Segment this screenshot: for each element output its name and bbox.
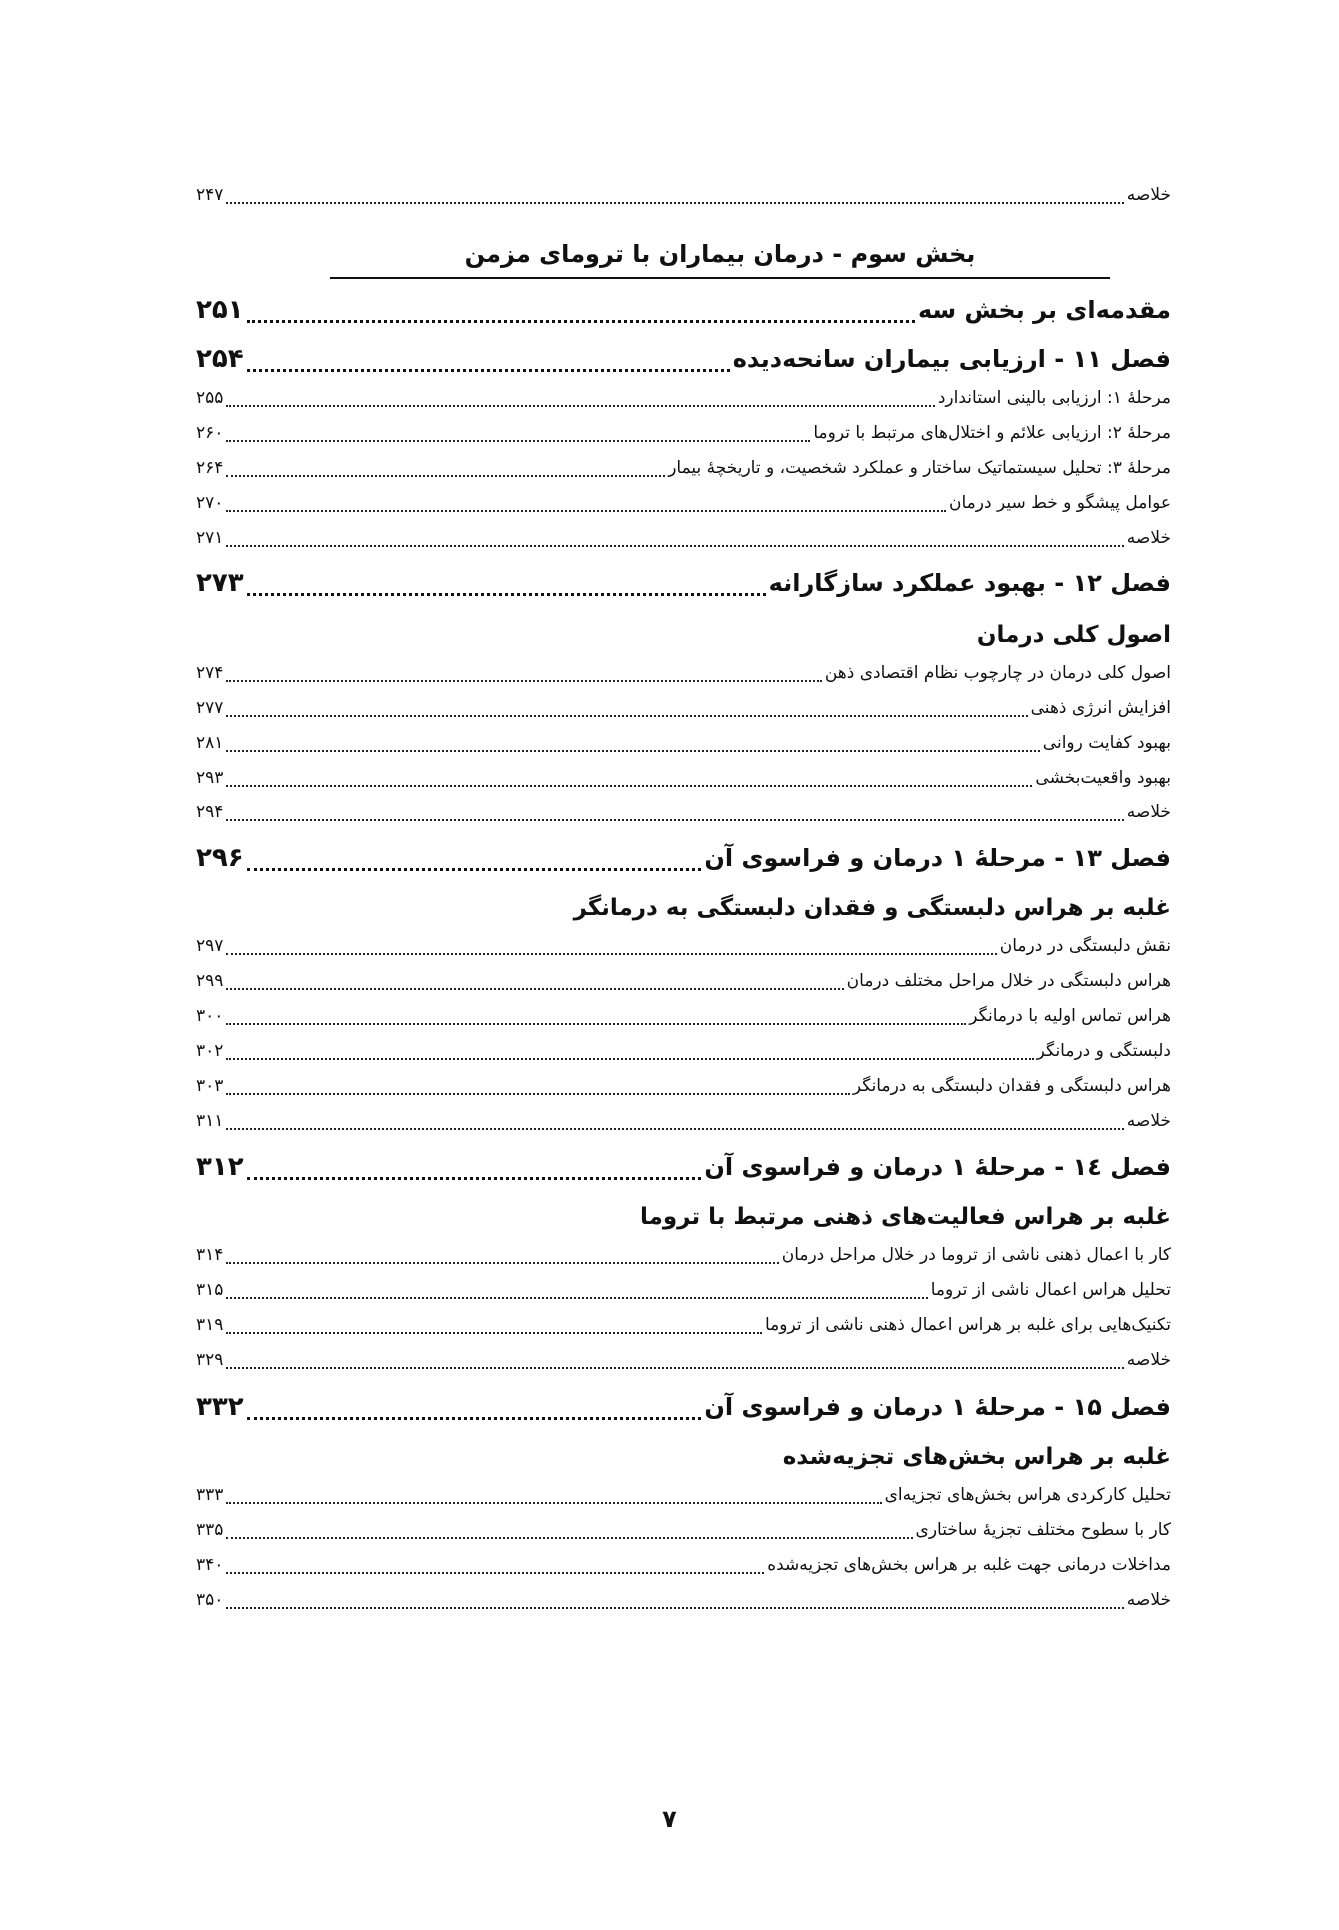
toc-chapter-13 [196, 835, 1171, 881]
toc-entry-page: ۲۴۷ [196, 185, 224, 205]
leader-dots [226, 1572, 764, 1574]
toc-entry-title: عوامل پیشگو و خط سیر درمان [948, 493, 1171, 513]
leader-dots [226, 1128, 1123, 1130]
toc-entry-title: تحلیل کارکردی هراس بخش‌های تجزیه‌ای [884, 1485, 1171, 1505]
toc-entry [196, 178, 1171, 212]
toc-entry [196, 1548, 1171, 1582]
toc-entry-page: ۲۹۳ [196, 768, 224, 788]
leader-dots [226, 1023, 966, 1025]
toc-entry-page: ۳۱۴ [196, 1245, 224, 1265]
chapter-title: فصل ۱۳ - مرحلهٔ ۱ درمان و فراسوی آن [704, 844, 1171, 872]
toc-entry-title: مداخلات درمانی جهت غلبه بر هراس بخش‌های تجزیه‌شده [767, 1555, 1171, 1575]
toc-entry-title: خلاصه [1126, 528, 1171, 548]
toc-entry-title: افزایش انرژی ذهنی [1030, 698, 1171, 718]
leader-dots [226, 1607, 1123, 1609]
toc-entry-page: ۲۷۴ [196, 663, 224, 683]
chapter-page: ۲۷۳ [196, 568, 244, 598]
chapter-title: مقدمه‌ای بر بخش سه [917, 296, 1171, 324]
toc-entry-title: هراس تماس اولیه با درمانگر [969, 1006, 1171, 1026]
leader-dots [226, 440, 810, 442]
leader-dots [226, 545, 1123, 547]
toc-entry [196, 381, 1171, 415]
toc-entry-page: ۳۰۰ [196, 1006, 224, 1026]
chapter-page: ۳۳۲ [196, 1392, 244, 1422]
toc-entry-page: ۳۱۵ [196, 1280, 224, 1300]
part-title-underline [330, 277, 1110, 279]
toc-chapter-12 [196, 560, 1171, 606]
toc-entry [196, 486, 1171, 520]
toc-entry-title: بهبود واقعیت‌بخشی [1035, 768, 1171, 788]
toc-entry-page: ۲۶۰ [196, 423, 224, 443]
toc-entry [196, 416, 1171, 450]
toc-entry [196, 1273, 1171, 1307]
leader-dots [226, 819, 1123, 821]
toc-entry [196, 1238, 1171, 1272]
leader-dots [247, 1177, 702, 1180]
toc-chapter-intro [196, 287, 1171, 333]
toc-entry-title: خلاصه [1126, 1350, 1171, 1370]
toc-entry [196, 1104, 1171, 1138]
leader-dots [247, 593, 766, 596]
leader-dots [226, 1332, 762, 1334]
toc-entry-title: مرحلهٔ ۱: ارزیابی بالینی استاندارد [937, 388, 1171, 408]
toc-entry [196, 1343, 1171, 1377]
toc-entry-title: خلاصه [1126, 1590, 1171, 1610]
chapter-title: فصل ۱۱ - ارزیابی بیماران سانحه‌دیده [732, 345, 1171, 373]
toc-entry-page: ۳۰۳ [196, 1076, 224, 1096]
leader-dots [226, 1262, 778, 1264]
toc-entry-title: تکنیک‌هایی برای غلبه بر هراس اعمال ذهنی ناشی از تروما [764, 1315, 1171, 1335]
leader-dots [226, 1367, 1123, 1369]
toc-entry-title: اصول کلی درمان در چارچوب نظام اقتصادی ذهن [824, 663, 1171, 683]
page-number: ۷ [662, 1805, 677, 1833]
toc-entry-title: مرحلهٔ ۳: تحلیل سیستماتیک ساختار و عملکرد شخصیت، و تاریخچهٔ بیمار [668, 458, 1171, 478]
toc-entry-page: ۲۶۴ [196, 458, 224, 478]
toc-entry-page: ۳۰۲ [196, 1041, 224, 1061]
toc-entry [196, 761, 1171, 795]
chapter-page: ۳۱۲ [196, 1152, 244, 1182]
toc-entry-title: کار با اعمال ذهنی ناشی از تروما در خلال مراحل درمان [781, 1245, 1171, 1265]
toc-entry [196, 726, 1171, 760]
chapter-title: فصل ١٤ - مرحلهٔ ۱ درمان و فراسوی آن [704, 1153, 1171, 1181]
chapter-title: فصل ۱۲ - بهبود عملکرد سازگارانه [768, 569, 1171, 597]
leader-dots [247, 369, 730, 372]
toc-entry-title: تحلیل هراس اعمال ناشی از تروما [930, 1280, 1171, 1300]
leader-dots [226, 680, 821, 682]
toc-chapter-15 [196, 1384, 1171, 1430]
toc-entry-page: ۲۷۷ [196, 698, 224, 718]
chapter-page: ۲۵۱ [196, 295, 244, 325]
leader-dots [226, 1537, 912, 1539]
toc-entry [196, 1583, 1171, 1617]
toc-entry [196, 521, 1171, 555]
chapter-subheading: اصول کلی درمان [976, 622, 1171, 648]
toc-entry [196, 795, 1171, 829]
toc-entry [196, 1513, 1171, 1547]
leader-dots [226, 953, 996, 955]
chapter-subheading: غلبه بر هراس بخش‌های تجزیه‌شده [782, 1444, 1171, 1470]
toc-entry-title: خلاصه [1126, 1111, 1171, 1131]
leader-dots [226, 715, 1027, 717]
toc-entry-page: ۳۵۰ [196, 1590, 224, 1610]
toc-entry-page: ۳۴۰ [196, 1555, 224, 1575]
toc-entry-page: ۳۱۱ [196, 1111, 224, 1131]
toc-entry-title: هراس دلبستگی در خلال مراحل مختلف درمان [846, 971, 1171, 991]
leader-dots [226, 750, 1039, 752]
leader-dots [226, 1058, 1033, 1060]
toc-entry-title: دلبستگی و درمانگر [1036, 1041, 1171, 1061]
chapter-subheading: غلبه بر هراس دلبستگی و فقدان دلبستگی به درمانگر [573, 895, 1171, 921]
toc-entry [196, 999, 1171, 1033]
leader-dots [226, 405, 934, 407]
toc-entry-page: ۳۳۵ [196, 1520, 224, 1540]
toc-entry-page: ۲۹۹ [196, 971, 224, 991]
leader-dots [226, 1093, 849, 1095]
toc-entry-page: ۲۷۱ [196, 528, 224, 548]
toc-entry-page: ۳۳۳ [196, 1485, 224, 1505]
chapter-page: ۲۵۴ [196, 344, 244, 374]
toc-entry-page: ۲۹۴ [196, 802, 224, 822]
toc-chapter-14 [196, 1144, 1171, 1190]
leader-dots [247, 868, 702, 871]
toc-entry-page: ۲۸۱ [196, 733, 224, 753]
toc-entry-title: هراس دلبستگی و فقدان دلبستگی به درمانگر [852, 1076, 1171, 1096]
toc-entry-title: خلاصه [1126, 802, 1171, 822]
toc-entry [196, 656, 1171, 690]
toc-entry [196, 691, 1171, 725]
toc-entry-page: ۲۹۷ [196, 936, 224, 956]
chapter-title: فصل ۱۵ - مرحلهٔ ۱ درمان و فراسوی آن [704, 1393, 1171, 1421]
toc-entry [196, 929, 1171, 963]
toc-entry [196, 1308, 1171, 1342]
chapter-page: ۲۹۶ [196, 843, 244, 873]
toc-entry-title: خلاصه [1126, 185, 1171, 205]
leader-dots [226, 475, 665, 477]
toc-entry-page: ۳۱۹ [196, 1315, 224, 1335]
leader-dots [226, 510, 946, 512]
leader-dots [247, 1417, 702, 1420]
toc-chapter-11 [196, 336, 1171, 382]
toc-entry-title: بهبود کفایت روانی [1042, 733, 1171, 753]
part-title: بخش سوم - درمان بیماران با ترومای مزمن [464, 240, 976, 268]
leader-dots [226, 785, 1032, 787]
toc-entry [196, 451, 1171, 485]
toc-entry [196, 1478, 1171, 1512]
leader-dots [226, 202, 1123, 204]
leader-dots [247, 320, 915, 323]
leader-dots [226, 988, 843, 990]
toc-entry-title: نقش دلبستگی در درمان [999, 936, 1171, 956]
toc-entry-page: ۲۷۰ [196, 493, 224, 513]
chapter-subheading: غلبه بر هراس فعالیت‌های ذهنی مرتبط با تروما [639, 1204, 1171, 1230]
toc-entry [196, 1034, 1171, 1068]
toc-entry-title: کار با سطوح مختلف تجزیهٔ ساختاری [915, 1520, 1171, 1540]
toc-entry-page: ۲۵۵ [196, 388, 224, 408]
leader-dots [226, 1502, 881, 1504]
toc-entry [196, 964, 1171, 998]
toc-entry [196, 1069, 1171, 1103]
leader-dots [226, 1297, 927, 1299]
toc-entry-title: مرحلهٔ ۲: ارزیابی علائم و اختلال‌های مرتبط با تروما [813, 423, 1171, 443]
toc-entry-page: ۳۲۹ [196, 1350, 224, 1370]
